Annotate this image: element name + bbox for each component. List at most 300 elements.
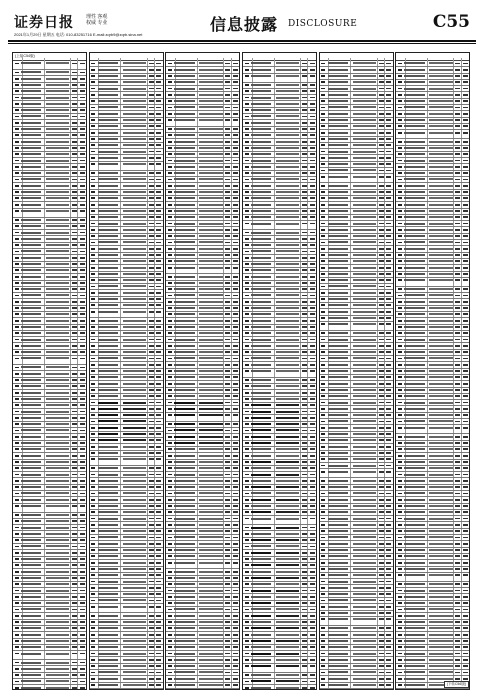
table-cell	[429, 191, 452, 193]
table-cell	[251, 571, 271, 573]
table-cell	[386, 119, 391, 121]
table-cell	[251, 216, 271, 218]
table-cell	[398, 326, 402, 328]
table-cell	[353, 420, 376, 422]
table-cell	[404, 62, 424, 64]
table-cell	[15, 571, 19, 573]
table-cell	[46, 398, 69, 400]
date-contact-line: 2021年1月29日 星期五 电话: 010-83251716 E-mail:zqrb9@zqrb.sina.net	[14, 32, 143, 37]
table-cell	[251, 294, 271, 296]
table-cell	[21, 545, 41, 547]
table-cell	[276, 257, 299, 259]
table-cell	[15, 430, 19, 432]
table-cell	[168, 571, 172, 573]
table-cell	[429, 204, 452, 206]
table-cell	[149, 304, 154, 306]
table-cell	[123, 267, 146, 269]
table-cell	[15, 263, 19, 265]
table-cell	[328, 646, 348, 648]
table-cell	[21, 505, 41, 507]
table-cell	[404, 235, 424, 237]
table-cell	[225, 549, 230, 551]
table-cell	[123, 339, 146, 341]
table-cell	[225, 615, 230, 617]
table-cell	[123, 113, 146, 115]
table-cell	[404, 395, 424, 397]
table-cell	[80, 134, 85, 136]
table-cell	[98, 210, 118, 212]
table-cell	[321, 298, 325, 300]
table-cell	[245, 269, 249, 271]
table-cell	[15, 210, 19, 212]
table-cell	[245, 674, 249, 676]
table-cell	[168, 530, 172, 532]
table-cell	[123, 574, 146, 576]
table-cell	[386, 311, 391, 313]
table-cell	[46, 147, 69, 149]
table-cell	[15, 97, 19, 99]
table-cell	[91, 113, 95, 115]
table-cell	[168, 678, 172, 680]
table-cell	[199, 197, 222, 199]
table-cell	[123, 311, 146, 313]
table-cell	[310, 398, 315, 400]
table-cell	[233, 518, 238, 520]
table-cell	[310, 583, 315, 585]
table-cell	[386, 358, 391, 360]
table-cell	[98, 665, 118, 667]
table-cell	[149, 433, 154, 435]
table-cell	[149, 345, 154, 347]
table-cell	[46, 204, 69, 206]
table-cell	[386, 279, 391, 281]
table-cell	[233, 609, 238, 611]
table-cell	[398, 235, 402, 237]
table-cell	[310, 665, 315, 667]
table-cell	[199, 216, 222, 218]
table-cell	[149, 376, 154, 378]
table-cell	[463, 590, 468, 592]
table-cell	[46, 687, 69, 689]
table-cell	[98, 606, 118, 608]
table-row	[166, 118, 239, 127]
table-cell	[98, 197, 118, 199]
table-cell	[225, 621, 230, 623]
table-cell	[98, 486, 118, 488]
table-cell	[168, 511, 172, 513]
table-cell	[233, 295, 238, 297]
table-cell	[321, 311, 325, 313]
table-cell	[156, 279, 161, 281]
table-cell	[328, 634, 348, 636]
table-cell	[328, 471, 348, 473]
table-row	[396, 130, 469, 139]
table-cell	[21, 499, 41, 501]
table-cell	[123, 634, 146, 636]
table-cell	[225, 267, 230, 269]
table-cell	[455, 640, 460, 642]
table-cell	[429, 288, 452, 290]
table-cell	[302, 263, 307, 265]
table-cell	[91, 320, 95, 322]
table-cell	[455, 179, 460, 181]
table-cell	[328, 241, 348, 243]
table-cell	[379, 627, 384, 629]
table-cell	[156, 339, 161, 341]
table-cell	[251, 301, 271, 303]
table-cell	[199, 376, 222, 378]
table-cell	[46, 282, 69, 284]
table-cell	[233, 141, 238, 143]
table-cell	[168, 423, 172, 425]
table-cell	[91, 640, 95, 642]
table-cell	[233, 549, 238, 551]
table-cell	[174, 197, 194, 199]
table-cell	[310, 609, 315, 611]
table-cell	[72, 90, 77, 92]
table-cell	[251, 122, 271, 124]
table-cell	[379, 555, 384, 557]
table-cell	[310, 590, 315, 592]
table-cell	[46, 436, 69, 438]
table-cell	[233, 684, 238, 686]
table-cell	[310, 251, 315, 253]
table-cell	[80, 564, 85, 566]
table-cell	[225, 282, 230, 284]
table-cell	[404, 307, 424, 309]
table-cell	[21, 197, 41, 199]
table-cell	[233, 160, 238, 162]
table-cell	[149, 326, 154, 328]
table-cell	[174, 634, 194, 636]
table-cell	[91, 659, 95, 661]
table-cell	[276, 608, 299, 610]
table-cell	[353, 640, 376, 642]
table-cell	[174, 75, 194, 77]
table-cell	[21, 385, 41, 387]
table-cell	[321, 292, 325, 294]
table-cell	[321, 317, 325, 319]
table-cell	[21, 379, 41, 381]
table-cell	[455, 574, 460, 576]
table-cell	[398, 172, 402, 174]
table-cell	[379, 317, 384, 319]
table-cell	[168, 307, 172, 309]
table-cell	[328, 151, 348, 153]
table-cell	[199, 223, 222, 225]
table-cell	[98, 474, 118, 476]
table-cell	[386, 88, 391, 90]
table-cell	[404, 474, 424, 476]
table-cell	[225, 254, 230, 256]
table-cell	[328, 197, 348, 199]
table-cell	[328, 665, 348, 667]
table-cell	[276, 153, 299, 155]
table-cell	[91, 332, 95, 334]
table-cell	[98, 191, 118, 193]
table-cell	[21, 577, 41, 579]
table-cell	[149, 163, 154, 165]
table-cell	[245, 238, 249, 240]
table-cell	[46, 590, 69, 592]
table-cell	[174, 615, 194, 617]
table-cell	[168, 358, 172, 360]
table-cell	[21, 392, 41, 394]
table-cell	[245, 84, 249, 86]
table-cell	[386, 581, 391, 583]
table-cell	[174, 524, 194, 526]
table-cell	[404, 536, 424, 538]
table-cell	[123, 678, 146, 680]
table-cell	[233, 402, 238, 404]
table-cell	[321, 678, 325, 680]
table-cell	[72, 219, 77, 221]
table-cell	[245, 442, 249, 444]
table-cell	[379, 634, 384, 636]
table-cell	[72, 392, 77, 394]
table-cell	[225, 276, 230, 278]
table-cell	[398, 389, 402, 391]
table-cell	[353, 414, 376, 416]
table-cell	[386, 185, 391, 187]
table-cell	[46, 185, 69, 187]
table-cell	[353, 94, 376, 96]
table-cell	[429, 125, 452, 127]
table-cell	[21, 244, 41, 246]
table-cell	[302, 392, 307, 394]
table-cell	[386, 204, 391, 206]
table-cell	[328, 433, 348, 435]
table-cell	[429, 659, 452, 661]
table-cell	[321, 389, 325, 391]
table-cell	[353, 646, 376, 648]
table-cell	[15, 398, 19, 400]
table-cell	[15, 238, 19, 240]
table-cell	[251, 417, 271, 419]
table-cell	[386, 530, 391, 532]
table-cell	[174, 583, 194, 585]
table-cell	[386, 242, 391, 244]
table-cell	[199, 106, 222, 108]
table-cell	[310, 467, 315, 469]
table-cell	[168, 499, 172, 501]
table-cell	[353, 612, 376, 614]
table-row	[90, 689, 163, 690]
table-cell	[386, 684, 391, 686]
table-cell	[251, 160, 271, 162]
table-cell	[72, 552, 77, 554]
table-cell	[80, 493, 85, 495]
table-cell	[379, 286, 384, 288]
table-cell	[398, 345, 402, 347]
table-cell	[386, 511, 391, 513]
table-cell	[72, 141, 77, 143]
table-cell	[72, 313, 77, 315]
table-cell	[404, 147, 424, 149]
table-cell	[379, 659, 384, 661]
table-cell	[328, 659, 348, 661]
table-cell	[455, 100, 460, 102]
table-cell	[98, 106, 118, 108]
table-cell	[199, 492, 222, 494]
table-cell	[386, 170, 391, 172]
table-cell	[91, 286, 95, 288]
table-cell	[21, 219, 41, 221]
table-cell	[276, 122, 299, 124]
table-cell	[276, 294, 299, 296]
table-cell	[379, 163, 384, 165]
table-cell	[353, 248, 376, 250]
table-cell	[15, 520, 19, 522]
table-cell	[455, 273, 460, 275]
table-cell	[156, 273, 161, 275]
table-cell	[455, 480, 460, 482]
table-cell	[404, 590, 424, 592]
table-cell	[302, 313, 307, 315]
table-cell	[353, 376, 376, 378]
table-cell	[251, 558, 271, 560]
table-cell	[21, 653, 41, 655]
table-cell	[91, 530, 95, 532]
table-cell	[429, 427, 452, 429]
table-cell	[276, 448, 299, 450]
table-cell	[174, 301, 194, 303]
table-cell	[379, 518, 384, 520]
table-cell	[398, 210, 402, 212]
table-cell	[386, 465, 391, 467]
table-cell	[310, 442, 315, 444]
table-cell	[310, 364, 315, 366]
table-cell	[429, 106, 452, 108]
table-cell	[251, 97, 271, 99]
table-cell	[455, 332, 460, 334]
table-cell	[398, 119, 402, 121]
table-cell	[98, 311, 118, 313]
table-cell	[149, 555, 154, 557]
column-caption	[166, 53, 239, 61]
table-cell	[463, 260, 468, 262]
table-cell	[379, 653, 384, 655]
table-cell	[310, 69, 315, 71]
table-cell	[245, 493, 249, 495]
table-cell	[386, 646, 391, 648]
table-cell	[463, 518, 468, 520]
table-cell	[404, 166, 424, 168]
table-cell	[168, 364, 172, 366]
table-cell	[233, 153, 238, 155]
table-cell	[455, 621, 460, 623]
table-cell	[429, 267, 452, 269]
table-cell	[398, 288, 402, 290]
table-cell	[386, 672, 391, 674]
table-cell	[386, 81, 391, 83]
table-cell	[156, 414, 161, 416]
table-cell	[199, 562, 222, 564]
table-cell	[398, 672, 402, 674]
table-cell	[302, 448, 307, 450]
table-cell	[398, 307, 402, 309]
table-cell	[199, 408, 222, 410]
table-cell	[404, 659, 424, 661]
table-cell	[251, 564, 271, 566]
table-cell	[199, 602, 222, 604]
table-cell	[353, 235, 376, 237]
table-cell	[174, 128, 194, 130]
table-cell	[156, 132, 161, 134]
table-cell	[46, 442, 69, 444]
table-cell	[225, 288, 230, 290]
table-cell	[174, 276, 194, 278]
table-cell	[310, 681, 315, 683]
table-cell	[80, 232, 85, 234]
table-cell	[429, 351, 452, 353]
table-cell	[225, 659, 230, 661]
table-cell	[398, 229, 402, 231]
table-cell	[15, 609, 19, 611]
table-cell	[199, 467, 222, 469]
table-cell	[245, 571, 249, 573]
table-cell	[149, 646, 154, 648]
table-cell	[225, 455, 230, 457]
table-cell	[429, 583, 452, 585]
table-cell	[386, 383, 391, 385]
table-cell	[156, 615, 161, 617]
table-cell	[276, 602, 299, 604]
table-row	[320, 469, 393, 478]
table-cell	[328, 279, 348, 281]
table-cell	[321, 634, 325, 636]
table-cell	[233, 147, 238, 149]
table-cell	[98, 248, 118, 250]
table-cell	[302, 109, 307, 111]
table-cell	[276, 379, 299, 381]
table-cell	[463, 480, 468, 482]
table-cell	[302, 539, 307, 541]
table-cell	[386, 157, 391, 159]
table-cell	[72, 546, 77, 548]
table-cell	[328, 138, 348, 140]
table-cell	[21, 373, 41, 375]
table-cell	[91, 555, 95, 557]
table-cell	[245, 204, 249, 206]
table-cell	[123, 178, 146, 180]
table-cell	[225, 665, 230, 667]
table-cell	[310, 546, 315, 548]
table-cell	[379, 138, 384, 140]
table-cell	[251, 345, 271, 347]
table-cell	[310, 392, 315, 394]
table-cell	[149, 474, 154, 476]
table-cell	[123, 395, 146, 397]
table-cell	[353, 119, 376, 121]
table-cell	[429, 210, 452, 212]
table-cell	[233, 113, 238, 115]
table-cell	[46, 84, 69, 86]
table-cell	[251, 680, 271, 682]
table-cell	[91, 260, 95, 262]
table-cell	[91, 163, 95, 165]
table-cell	[15, 257, 19, 259]
table-cell	[98, 420, 118, 422]
table-cell	[149, 223, 154, 225]
table-cell	[72, 627, 77, 629]
table-cell	[310, 63, 315, 65]
table-cell	[168, 191, 172, 193]
table-cell	[379, 170, 384, 172]
table-cell	[455, 402, 460, 404]
table-cell	[21, 646, 41, 648]
table-cell	[398, 125, 402, 127]
